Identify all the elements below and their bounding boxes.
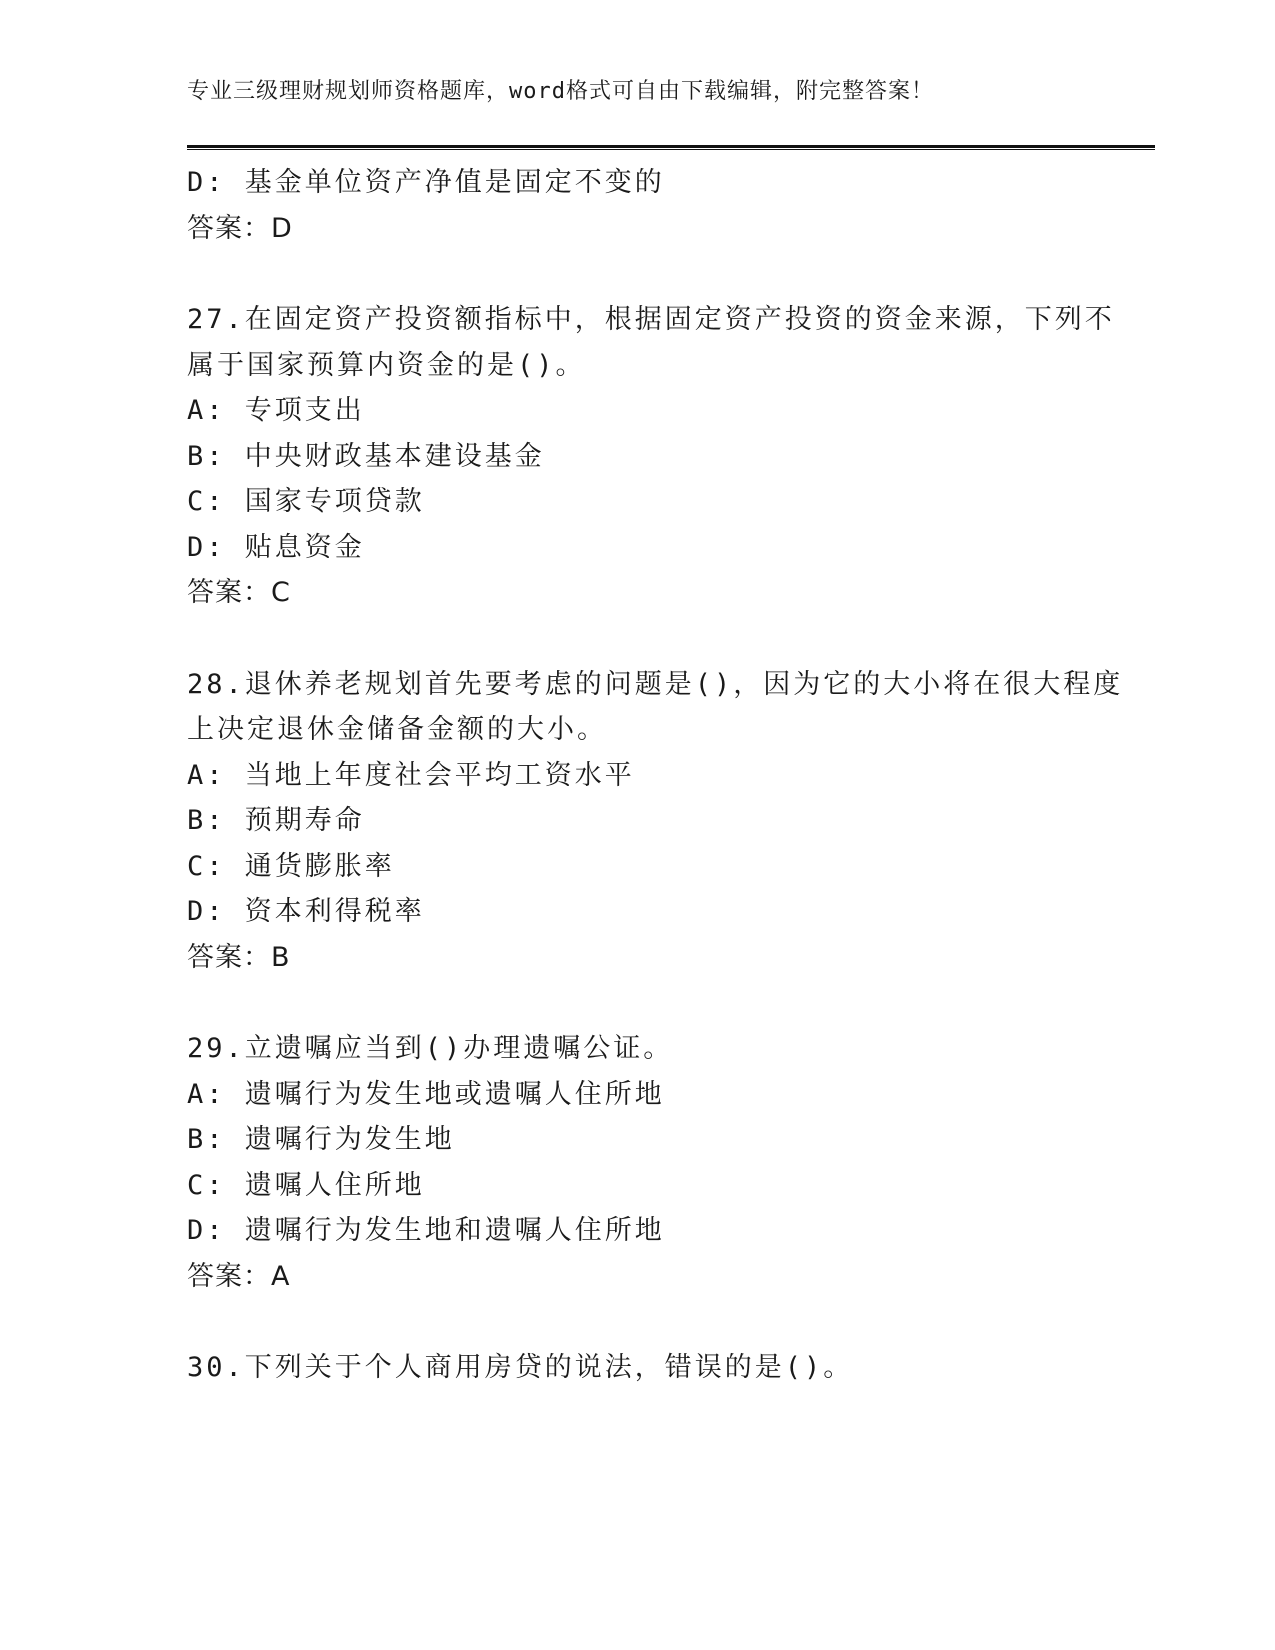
question-stem-line: 28.退休养老规划首先要考虑的问题是()，因为它的大小将在很大程度: [187, 668, 1124, 700]
question-stem-line: 30.下列关于个人商用房贷的说法，错误的是()。: [187, 1352, 854, 1383]
question-30: [187, 1345, 1087, 1391]
question-stem-line: 29.立遗嘱应当到()办理遗嘱公证。: [187, 1033, 674, 1064]
option-c: C: 通货膨胀率: [187, 850, 395, 882]
question-28: [187, 662, 1124, 981]
spacer: [187, 980, 1087, 1026]
spacer: [187, 616, 1087, 662]
question-29: [187, 1026, 1087, 1299]
answer-line: 答案：A: [187, 1260, 291, 1292]
option-c: C: 遗嘱人住所地: [187, 1169, 425, 1201]
answer-line: 答案：D: [187, 212, 293, 244]
spacer: [187, 1299, 1087, 1345]
option-a: A: 当地上年度社会平均工资水平: [187, 759, 635, 791]
option-a: A: 遗嘱行为发生地或遗嘱人住所地: [187, 1078, 665, 1110]
question-stem-line: 属于国家预算内资金的是()。: [187, 349, 586, 381]
question-stem-line: 上决定退休金储备金额的大小。: [187, 714, 607, 745]
spacer: [187, 251, 1087, 297]
header-divider: [187, 145, 1155, 150]
answer-line: 答案：C: [187, 577, 291, 608]
option-d: D: 资本利得税率: [187, 896, 425, 927]
option-b: B: 中央财政基本建设基金: [187, 440, 545, 472]
option-d: D: 贴息资金: [187, 531, 365, 563]
option-b: B: 预期寿命: [187, 805, 365, 836]
page-header: 专业三级理财规划师资格题库，word格式可自由下载编辑，附完整答案！: [187, 79, 934, 104]
option-d: D: 遗嘱行为发生地和遗嘱人住所地: [187, 1215, 665, 1246]
option-d: D: 基金单位资产净值是固定不变的: [187, 167, 665, 198]
answer-line: 答案：B: [187, 941, 291, 973]
question-content: [187, 160, 1124, 1391]
question-27: [187, 297, 1115, 616]
option-b: B: 遗嘱行为发生地: [187, 1124, 455, 1155]
option-a: A: 专项支出: [187, 395, 365, 426]
option-c: C: 国家专项贷款: [187, 486, 425, 517]
question-stem-line: 27.在固定资产投资额指标中，根据固定资产投资的资金来源，下列不: [187, 304, 1115, 335]
